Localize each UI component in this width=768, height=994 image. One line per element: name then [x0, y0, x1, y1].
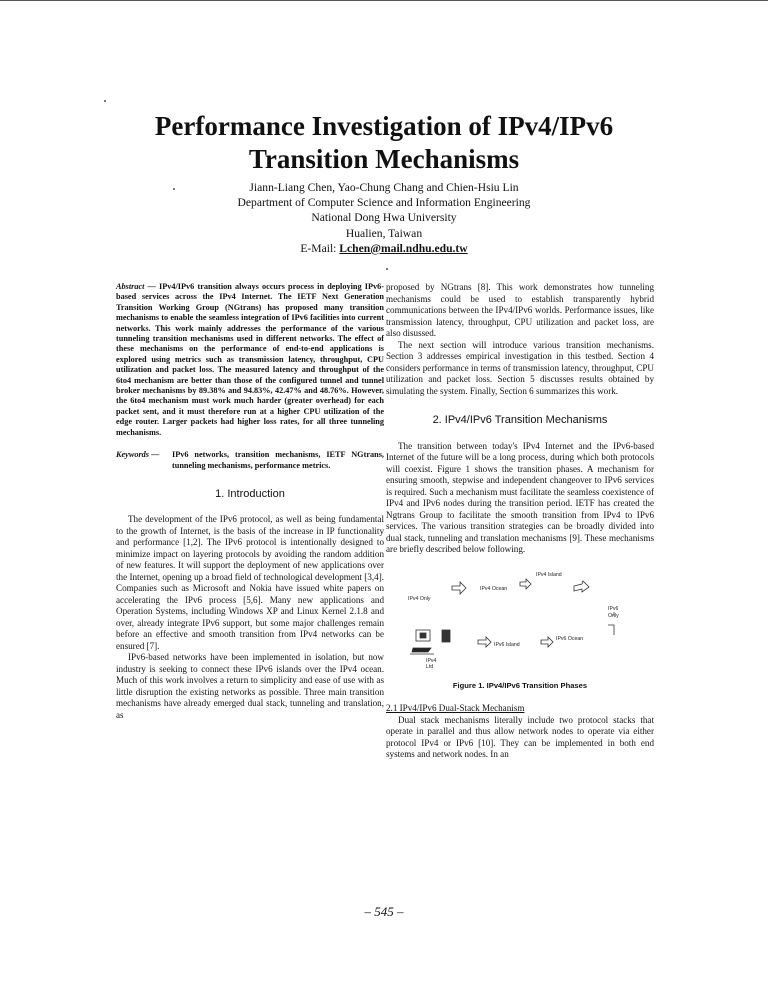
- keywords-lead: Keywords —: [116, 450, 160, 460]
- arrow-icon: [541, 637, 553, 647]
- author-department: Department of Computer Science and Information Engineering: [237, 196, 531, 210]
- figure-caption: Figure 1. IPv4/IPv6 Transition Phases: [452, 680, 588, 690]
- arrow-icon: [452, 582, 466, 594]
- abstract-text: IPv4/IPv6 transition always occurs process in deploying IPv6-based services across the IPv4 Internet. The IETF Next Generation Transition Working Group (NGtrans) has proposed many transition mechanisms to enable the seamless integration of IPv6 facilities into current networks. This work mainly addresses the performance of the various tunneling transition mechanisms used in different networks. The effect of these mechanisms on the performance of end-to-end applications is explored using metrics such as transmission latency, throughput, CPU utilization and packet loss. The measured latency and throughput of the 6to4 mechanism are better than those of the configured tunnel and tunnel broker mechanisms by 89.38% and 94.83%, 42.47% and 48.76%. However, the 6to4 mechanism must work much harder (greater overhead) for each packet sent, and it must therefore run at a higher CPU utilization of the edge router. Larger packets had higher loss rates, for all three tunneling mechanisms.: [116, 282, 385, 437]
- email-label: E-Mail:: [300, 241, 337, 255]
- top-rule: [0, 0, 768, 1]
- title-line-2: Transition Mechanisms: [248, 144, 520, 174]
- tower-icon: [442, 630, 450, 642]
- label-ipv4-box-line1: IPv4: [426, 657, 437, 664]
- label-ipv4-box-line2: Ltd: [426, 663, 434, 670]
- figure-transition-phases: [386, 564, 654, 674]
- author-location: Hualien, Taiwan: [345, 226, 423, 240]
- abstract-lead: Abstract —: [116, 282, 156, 291]
- keywords-text: IPv6 networks, transition mechanisms, IETF NGtrans, tunneling mechanisms, performance metrics.: [172, 450, 384, 470]
- email-link[interactable]: Lchen@mail.ndhu.edu.tw: [339, 241, 468, 255]
- title-line-1: Performance Investigation of IPv4/IPv6: [154, 111, 614, 141]
- label-ipv6-ocean: IPv6 Ocean: [556, 635, 584, 642]
- page-number: – 545 –: [364, 904, 404, 919]
- keywords: [116, 450, 384, 471]
- author-university: National Dong Hwa University: [311, 211, 457, 225]
- laptop-icon: [412, 648, 431, 652]
- author-block: [150, 180, 618, 256]
- label-ipv4-island: IPv4 Island: [536, 571, 562, 578]
- paper-title: [100, 110, 668, 176]
- arrow-icon: [520, 579, 531, 589]
- section-heading-introduction: 1. Introduction: [215, 487, 285, 500]
- section-heading-transition-mechanisms: 2. IPv4/IPv6 Transition Mechanisms: [432, 414, 608, 426]
- scan-speck: [104, 100, 106, 102]
- bracket-icon: [608, 625, 614, 635]
- label-ipv6-island: IPv6 Island: [494, 641, 520, 648]
- intro-paragraph-outline: The next section will introduce various transition mechanisms. Section 3 addresses empirical investigation in this testbed. Section 4 considers performance in terms of transmission latency, throughput, CPU utilization and packet loss. Section 5 discusses results obtained by simulating the system. Finally, Section 6 summarizes this work.: [386, 339, 654, 396]
- label-ipv4-only: IPv4 Only: [408, 595, 431, 602]
- intro-paragraph-2: IPv6-based networks have been implemented in isolation, but now industry is seeking to connect these IPv6 islands over the IPv4 ocean. Much of this work involves a return to simplicity and ease of use with as little disruption the existing networks as possible. Three main transition mechanisms have already emerged dual stack, tunneling and translation, as: [116, 652, 384, 720]
- transition-paragraph: The transition between today's IPv4 Internet and the IPv6-based Internet of the future will be a long process, during which both protocols will coexist. Figure 1 shows the transition phases. A mechanism for ensuring smooth, stepwise and independent changeover to IPv6 services is required. Such a mechanism must facilitate the seamless coexistence of IPv4 and IPv6 nodes during the transition period. IETF has created the Ngtrans Group to facilitate the smooth transition from IPv4 to IPv6 services. The various transition strategies can be broadly divided into dual stack, tunneling and translation mechanisms [9]. These mechanisms are briefly described below following.: [386, 440, 654, 554]
- arrow-icon: [478, 637, 491, 647]
- label-ipv4-ocean: IPv4 Ocean: [480, 585, 508, 592]
- subsection-heading-dual-stack: 2.1 IPv4/IPv6 Dual-Stack Mechanism: [386, 703, 525, 713]
- author-email-line: [150, 241, 618, 256]
- intro-paragraph-1: The development of the IPv6 protocol, as well as being fundamental to the growth of Internet, is the basis of the increase in IP functionality and performance [1,2]. The IPv6 protocol is intentionally designed to minimize impact on layering protocols by avoiding the random addition of new features. It will support the deployment of new applications over the Internet, opening up a broad field of technological development [3,4]. Companies such as Microsoft and Nokia have issued white papers on accelerating the IPv6 process [5,6]. Many new applications and Operation Systems, including Windows XP and Linux Kernel 2.1.8 and over, already integrate IPv6 support, but some major challenges remain before an effective and smooth transition from IPv4 networks can be ensured [7].: [116, 514, 384, 651]
- label-ipv6-only-line1: IPv6: [608, 605, 619, 612]
- right-column: [386, 282, 654, 761]
- scan-speck: [386, 268, 388, 270]
- dual-stack-paragraph: Dual stack mechanisms literally include two protocol stacks that operate in parallel and thus allow network nodes to operate via either protocol IPv4 or IPv6 [10]. They can be implemented in both end systems and network nodes. In an: [386, 714, 654, 759]
- label-ipv6-only-line2: Only: [608, 612, 619, 619]
- left-column: [116, 282, 384, 721]
- intro-paragraph-continued: proposed by NGtrans [8]. This work demonstrates how tunneling mechanisms could be used to establish transparently hybrid communications between the IPv4/IPv6 worlds. Performance issues, like transmission latency, throughput, CPU utilization and packet loss, are also disussed.: [386, 282, 654, 338]
- arrow-icon: [574, 581, 589, 592]
- author-names: Jiann-Liang Chen, Yao-Chung Chang and Chien-Hsiu Lin: [249, 181, 519, 194]
- abstract: [116, 282, 384, 438]
